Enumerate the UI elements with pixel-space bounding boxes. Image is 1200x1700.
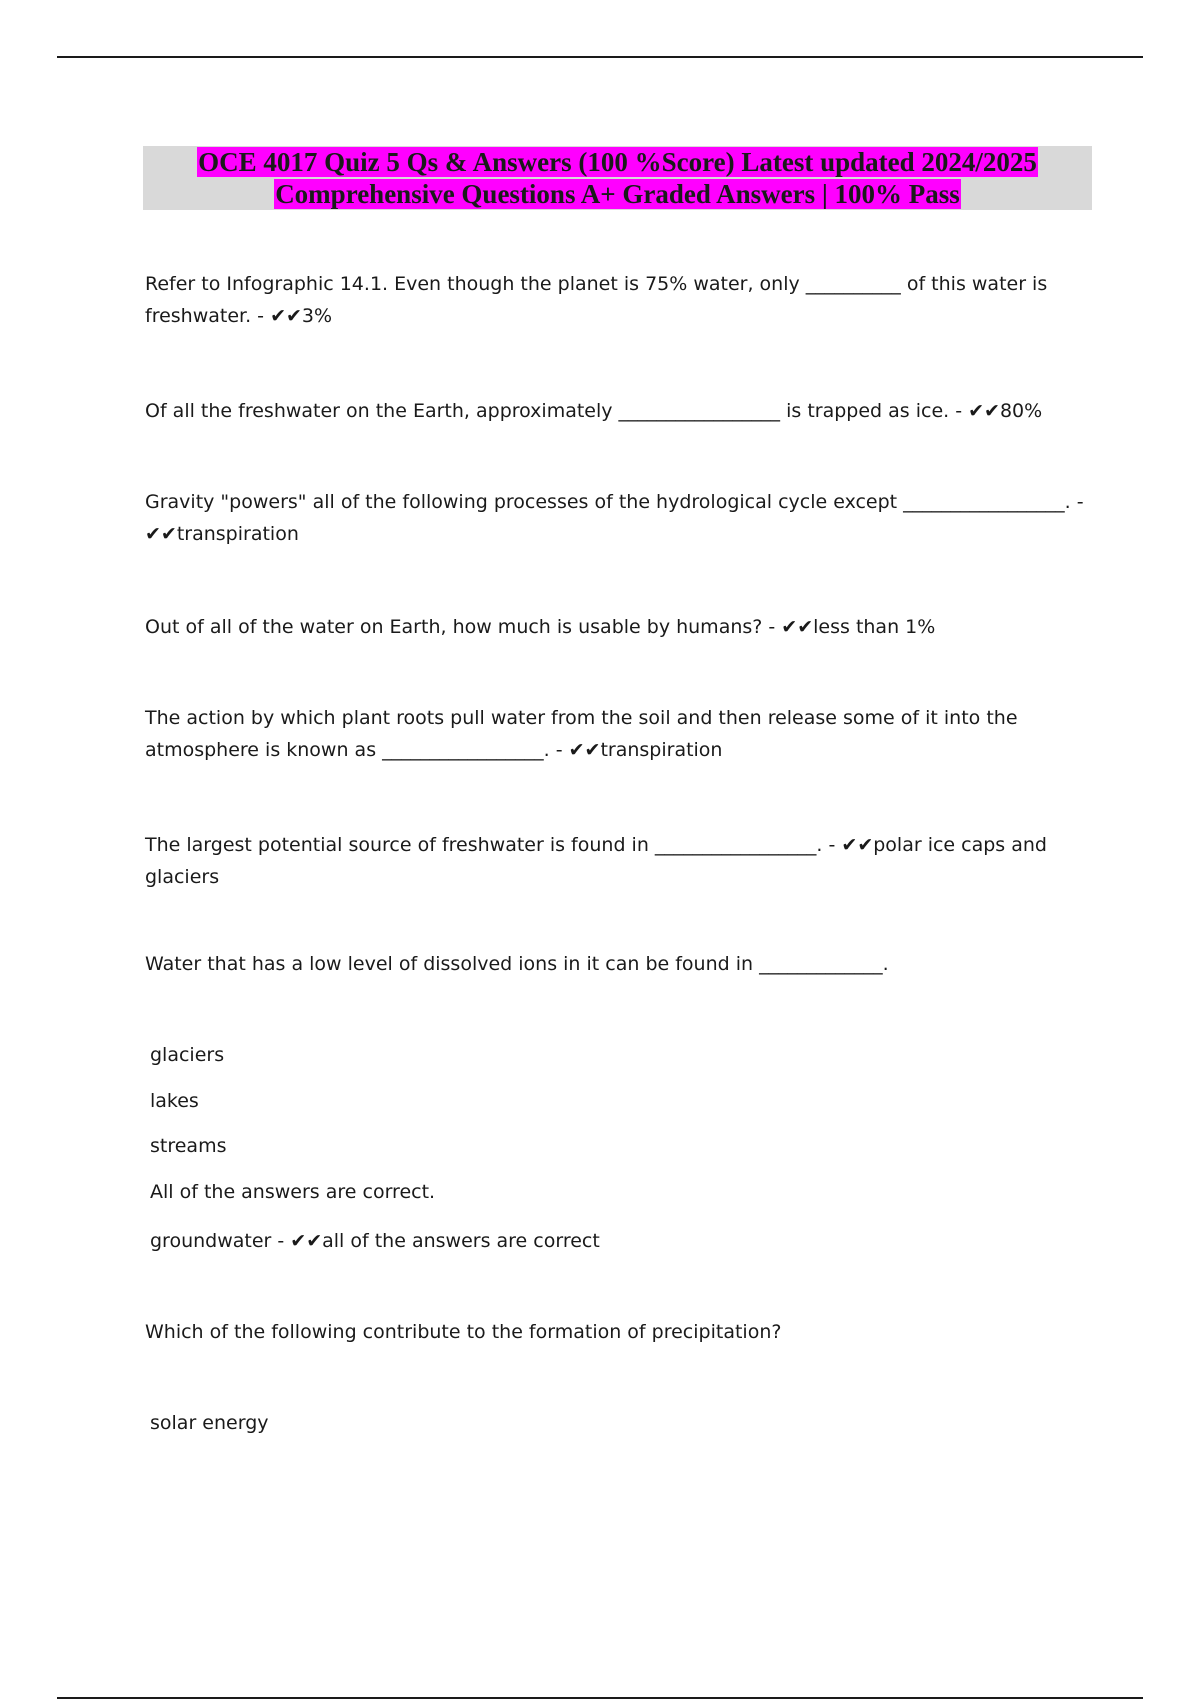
- option-streams: streams: [150, 1135, 227, 1157]
- bottom-rule: [57, 1697, 1143, 1699]
- option-lakes: lakes: [150, 1090, 199, 1112]
- option-groundwater-answer: groundwater - ✔✔all of the answers are correct: [150, 1230, 600, 1252]
- question-4: Out of all of the water on Earth, how much is usable by humans? - ✔✔less than 1%: [145, 616, 936, 638]
- title-line-2: Comprehensive Questions A+ Graded Answers | 100% Pass: [275, 179, 960, 209]
- title-line-1: OCE 4017 Quiz 5 Qs & Answers (100 %Score) Latest updated 2024/2025: [198, 147, 1037, 177]
- question-6: The largest potential source of freshwater is found in _________________. - ✔✔polar ice caps and glaciers: [145, 834, 1047, 888]
- question-3: Gravity "powers" all of the following processes of the hydrological cycle except _________________. - ✔✔transpiration: [145, 491, 1084, 545]
- question-7: Water that has a low level of dissolved ions in it can be found in _____________.: [145, 953, 889, 975]
- question-1: Refer to Infographic 14.1. Even though the planet is 75% water, only __________ of this water is freshwater. - ✔✔3%: [145, 273, 1048, 327]
- question-2: Of all the freshwater on the Earth, approximately _________________ is trapped as ice. - ✔✔80%: [145, 400, 1043, 422]
- question-8: Which of the following contribute to the formation of precipitation?: [145, 1321, 782, 1343]
- question-5: The action by which plant roots pull water from the soil and then release some of it into the atmosphere is known as _________________. - ✔✔transpiration: [145, 707, 1018, 761]
- top-rule: [57, 56, 1143, 58]
- option-glaciers: glaciers: [150, 1044, 225, 1066]
- option-solar-energy: solar energy: [150, 1412, 269, 1434]
- document-title: [143, 146, 1092, 210]
- option-all-correct: All of the answers are correct.: [150, 1181, 436, 1203]
